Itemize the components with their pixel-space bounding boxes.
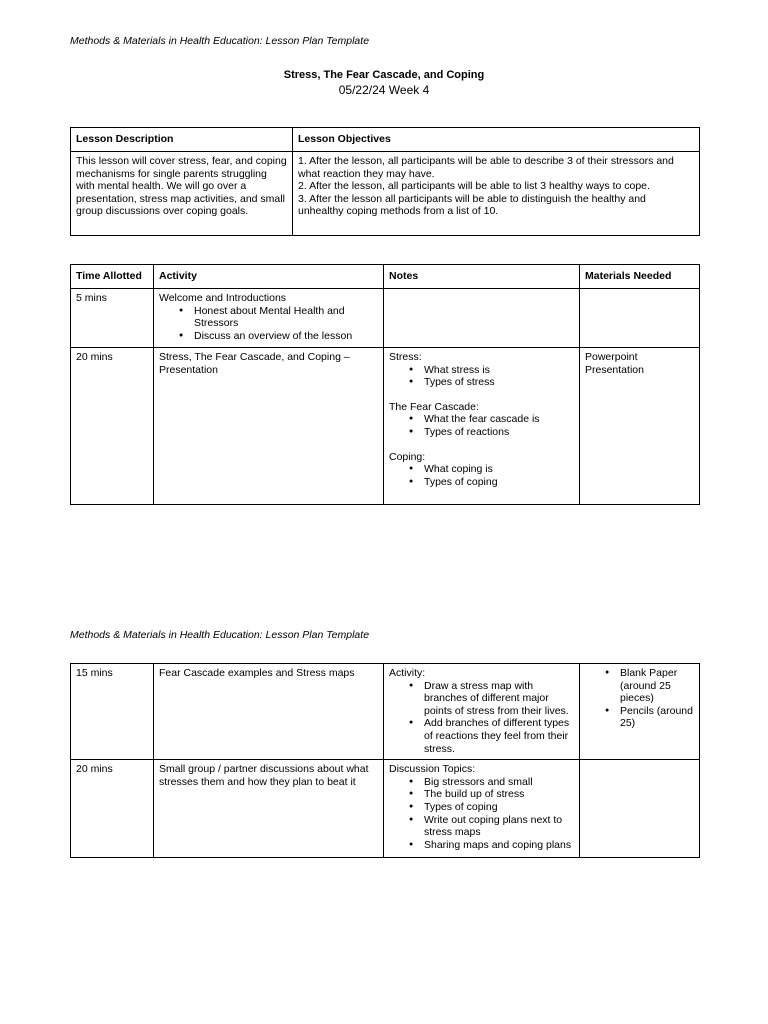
lesson-date-week: 05/22/24 Week 4 <box>338 83 430 97</box>
time-cell: 20 mins <box>71 348 154 505</box>
notes-bullets <box>389 680 574 756</box>
activity-cell: Stress, The Fear Cascade, and Coping – Presentation <box>154 348 384 505</box>
notes-cell <box>384 289 580 348</box>
objective-2: 2. After the lesson, all participants will be able to list 3 healthy ways to cope. <box>298 180 650 193</box>
list-item: ● What coping is <box>424 463 574 476</box>
table-row <box>71 289 700 348</box>
list-item: ● What stress is <box>424 364 574 377</box>
materials-cell <box>580 664 700 760</box>
activity-header: Activity <box>154 265 384 289</box>
materials-cell <box>580 760 700 858</box>
list-item: ● Types of coping <box>424 476 574 489</box>
notes-section-label: The Fear Cascade: <box>389 400 479 413</box>
notes-section-label: Stress: <box>389 351 422 363</box>
table-row <box>71 348 700 505</box>
notes-bullets <box>389 776 574 852</box>
list-item: ● Draw a stress map with branches of different major points of stress from their lives. <box>424 680 574 718</box>
table-row <box>71 664 700 760</box>
notes-bullets <box>389 364 574 389</box>
notes-section-label: Coping: <box>389 450 426 463</box>
list-item: ● What the fear cascade is <box>424 413 574 426</box>
table-row <box>71 760 700 858</box>
list-item: ● Honest about Mental Health and Stressors <box>194 305 378 330</box>
overview-table <box>70 127 700 236</box>
list-item: ● Types of stress <box>424 376 574 389</box>
time-cell: 15 mins <box>71 664 154 760</box>
list-item: ● Big stressors and small <box>424 776 574 789</box>
notes-header: Notes <box>384 265 580 289</box>
lesson-objectives <box>293 152 700 236</box>
schedule-table <box>70 264 700 505</box>
list-item: ● Types of coping <box>424 801 574 814</box>
page-header: Methods & Materials in Health Education: Lesson Plan Template <box>70 629 370 641</box>
objectives-heading: Lesson Objectives <box>293 128 700 152</box>
time-cell: 20 mins <box>71 760 154 858</box>
list-item: ● The build up of stress <box>424 788 574 801</box>
lesson-title: Stress, The Fear Cascade, and Coping <box>283 69 485 81</box>
activity-bullets <box>159 305 378 343</box>
notes-cell <box>384 664 580 760</box>
materials-cell: Powerpoint Presentation <box>580 348 700 505</box>
activity-title: Welcome and Introductions <box>159 292 287 304</box>
materials-bullets <box>585 667 694 730</box>
activity-cell: Fear Cascade examples and Stress maps <box>154 664 384 760</box>
lesson-description: This lesson will cover stress, fear, and coping mechanisms for single parents struggling with mental health. We will go over a presentation, stress map activities, and small group discussions over coping goals. <box>71 152 293 236</box>
page-header: Methods & Materials in Health Education: Lesson Plan Template <box>70 35 370 47</box>
list-item: ● Types of reactions <box>424 426 574 439</box>
materials-header: Materials Needed <box>580 265 700 289</box>
activity-cell: Small group / partner discussions about what stresses them and how they plan to beat it <box>154 760 384 858</box>
notes-cell <box>384 348 580 505</box>
list-item: ● Sharing maps and coping plans <box>424 839 574 852</box>
objective-1: 1. After the lesson, all participants will be able to describe 3 of their stressors and what reaction they may have. <box>298 155 674 180</box>
notes-bullets <box>389 463 574 488</box>
list-item: ● Discuss an overview of the lesson <box>194 330 378 343</box>
list-item: ● Write out coping plans next to stress maps <box>424 814 574 839</box>
list-item: ● Pencils (around 25) <box>620 705 694 730</box>
activity-cell <box>154 289 384 348</box>
list-item: ● Add branches of different types of reactions they feel from their stress. <box>424 717 574 755</box>
notes-cell <box>384 760 580 858</box>
notes-section-label: Activity: <box>389 667 426 679</box>
schedule-table-continued <box>70 663 700 858</box>
materials-cell <box>580 289 700 348</box>
objective-3: 3. After the lesson all participants will be able to distinguish the healthy and unhealthy coping methods from a list of 10. <box>298 192 646 218</box>
description-heading: Lesson Description <box>71 128 293 152</box>
notes-section-label: Discussion Topics: <box>389 763 476 776</box>
notes-bullets <box>389 413 574 438</box>
time-header: Time Allotted <box>71 265 154 289</box>
list-item: ● Blank Paper (around 25 pieces) <box>620 667 694 705</box>
time-cell: 5 mins <box>71 289 154 348</box>
